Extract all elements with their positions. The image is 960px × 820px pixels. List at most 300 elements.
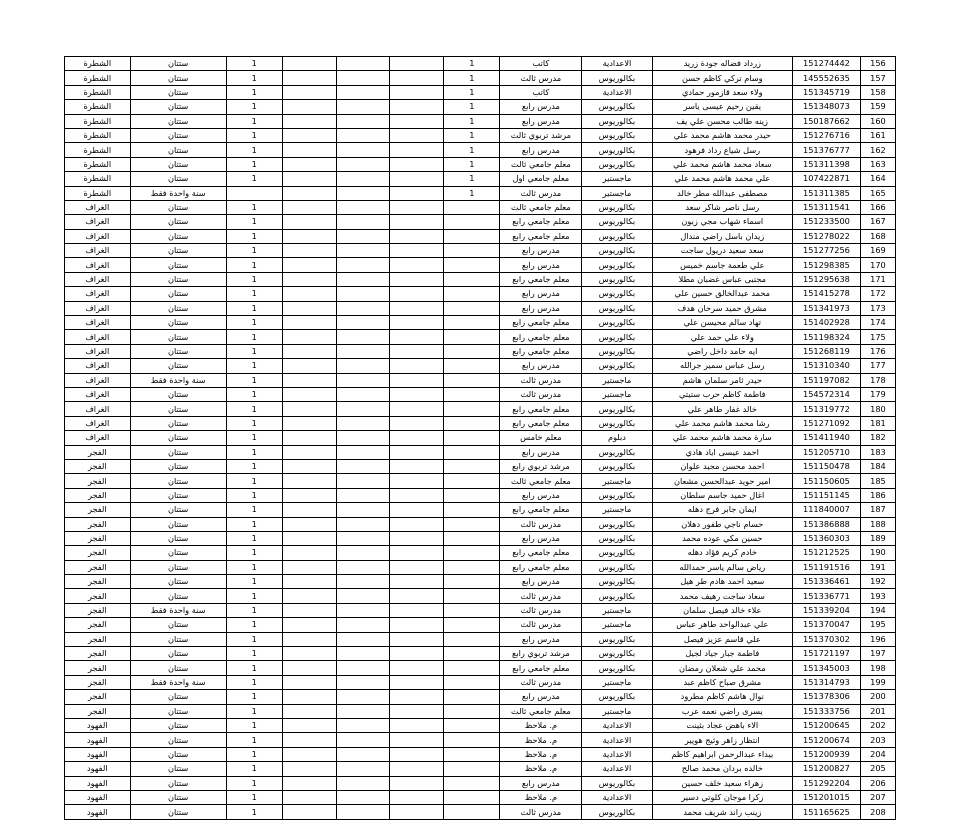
cell-blank2: [336, 589, 390, 603]
cell-degree: بكالوريوس: [582, 531, 652, 545]
cell-mark1: [444, 244, 500, 258]
cell-mark1: [444, 675, 500, 689]
cell-degree: الاعدادية: [582, 733, 652, 747]
cell-mark2: 1: [226, 733, 282, 747]
cell-blank2: [336, 603, 390, 617]
cell-city: الشطرة: [65, 100, 131, 114]
cell-id: 151150478: [793, 459, 861, 473]
cell-degree: ماجستير: [582, 618, 652, 632]
cell-seq: 196: [860, 632, 895, 646]
cell-school: مرشد تربوي رابع: [500, 647, 582, 661]
cell-blank3: [282, 258, 336, 272]
cell-blank3: [282, 805, 336, 819]
cell-blank2: [336, 157, 390, 171]
cell-name: حيدر محمد هاشم محمد علي: [652, 128, 792, 142]
cell-mark1: [444, 546, 500, 560]
cell-blank2: [336, 632, 390, 646]
cell-blank2: [336, 618, 390, 632]
cell-mark2: 1: [226, 85, 282, 99]
cell-blank2: [336, 215, 390, 229]
cell-school: مدرس رابع: [500, 632, 582, 646]
cell-seq: 173: [860, 301, 895, 315]
table-row: [65, 114, 896, 128]
cell-name: سعاد محمد هاشم محمد علي: [652, 157, 792, 171]
cell-blank3: [282, 733, 336, 747]
cell-mark2: 1: [226, 229, 282, 243]
cell-mark1: [444, 503, 500, 517]
cell-blank3: [282, 373, 336, 387]
cell-seq: 180: [860, 402, 895, 416]
cell-blank1: [390, 704, 444, 718]
cell-mark2: 1: [226, 330, 282, 344]
cell-school: مدرس رابع: [500, 445, 582, 459]
cell-status: ستتان: [130, 762, 226, 776]
cell-mark2: 1: [226, 474, 282, 488]
table-row: [65, 128, 896, 142]
cell-status: ستتان: [130, 287, 226, 301]
cell-blank3: [282, 128, 336, 142]
cell-blank3: [282, 747, 336, 761]
cell-degree: بكالوريوس: [582, 488, 652, 502]
cell-city: الشطرة: [65, 128, 131, 142]
cell-degree: دبلوم: [582, 431, 652, 445]
cell-status: ستتان: [130, 632, 226, 646]
cell-status: ستتان: [130, 575, 226, 589]
cell-status: ستتان: [130, 531, 226, 545]
cell-degree: بكالوريوس: [582, 330, 652, 344]
cell-id: 151205710: [793, 445, 861, 459]
cell-blank2: [336, 316, 390, 330]
cell-id: 151212525: [793, 546, 861, 560]
cell-blank1: [390, 474, 444, 488]
cell-id: 151198324: [793, 330, 861, 344]
cell-city: الفجر: [65, 690, 131, 704]
cell-mark2: 1: [226, 258, 282, 272]
cell-blank2: [336, 172, 390, 186]
table-row: [65, 244, 896, 258]
cell-name: ولاء علي حمد علي: [652, 330, 792, 344]
cell-mark2: 1: [226, 488, 282, 502]
cell-mark2: 1: [226, 71, 282, 85]
cell-mark1: [444, 575, 500, 589]
cell-blank2: [336, 718, 390, 732]
cell-name: رسل شياع رداد فرهود: [652, 143, 792, 157]
cell-mark1: 1: [444, 172, 500, 186]
cell-status: ستتان: [130, 474, 226, 488]
cell-id: 151276716: [793, 128, 861, 142]
cell-city: الفجر: [65, 589, 131, 603]
cell-degree: بكالوريوس: [582, 560, 652, 574]
cell-seq: 197: [860, 647, 895, 661]
cell-name: سعد سعيد دريول ساجت: [652, 244, 792, 258]
cell-school: معلم جامعي ثالث: [500, 474, 582, 488]
cell-city: الغراف: [65, 229, 131, 243]
cell-city: الفهود: [65, 718, 131, 732]
cell-mark1: 1: [444, 85, 500, 99]
cell-seq: 192: [860, 575, 895, 589]
cell-blank3: [282, 546, 336, 560]
cell-blank3: [282, 244, 336, 258]
cell-blank2: [336, 546, 390, 560]
cell-blank1: [390, 71, 444, 85]
cell-status: ستتان: [130, 387, 226, 401]
cell-blank1: [390, 531, 444, 545]
cell-status: سنة واحدة فقط: [130, 675, 226, 689]
cell-seq: 170: [860, 258, 895, 272]
cell-name: زينه طالب محسن علي يف: [652, 114, 792, 128]
cell-mark2: 1: [226, 100, 282, 114]
cell-mark2: 1: [226, 632, 282, 646]
cell-blank1: [390, 244, 444, 258]
table-row: [65, 57, 896, 71]
cell-blank3: [282, 143, 336, 157]
cell-id: 151319772: [793, 402, 861, 416]
cell-blank2: [336, 459, 390, 473]
cell-mark2: 1: [226, 215, 282, 229]
cell-blank1: [390, 359, 444, 373]
cell-school: مرشد تربوي ثالث: [500, 128, 582, 142]
cell-blank3: [282, 100, 336, 114]
cell-blank3: [282, 71, 336, 85]
cell-mark2: 1: [226, 431, 282, 445]
cell-city: الفجر: [65, 632, 131, 646]
cell-blank1: [390, 546, 444, 560]
cell-seq: 181: [860, 416, 895, 430]
cell-city: الغراف: [65, 272, 131, 286]
cell-degree: بكالوريوس: [582, 287, 652, 301]
cell-degree: بكالوريوس: [582, 776, 652, 790]
table-row: [65, 661, 896, 675]
cell-degree: بكالوريوس: [582, 301, 652, 315]
cell-seq: 202: [860, 718, 895, 732]
cell-degree: ماجستير: [582, 603, 652, 617]
cell-name: ايمان جابر فرج دهله: [652, 503, 792, 517]
cell-city: الغراف: [65, 258, 131, 272]
cell-city: الفجر: [65, 560, 131, 574]
cell-blank2: [336, 488, 390, 502]
cell-degree: بكالوريوس: [582, 143, 652, 157]
cell-blank1: [390, 762, 444, 776]
cell-blank2: [336, 330, 390, 344]
cell-city: الشطرة: [65, 172, 131, 186]
cell-blank3: [282, 387, 336, 401]
cell-seq: 177: [860, 359, 895, 373]
cell-blank2: [336, 200, 390, 214]
cell-seq: 185: [860, 474, 895, 488]
cell-seq: 199: [860, 675, 895, 689]
cell-blank3: [282, 474, 336, 488]
table-row: [65, 100, 896, 114]
cell-seq: 189: [860, 531, 895, 545]
cell-city: الشطرة: [65, 114, 131, 128]
table-row: [65, 373, 896, 387]
cell-status: سنة واحدة فقط: [130, 186, 226, 200]
cell-school: مدرس رابع: [500, 301, 582, 315]
cell-school: مدرس ثالث: [500, 589, 582, 603]
cell-id: 151370047: [793, 618, 861, 632]
cell-blank2: [336, 186, 390, 200]
table-row: [65, 172, 896, 186]
cell-degree: بكالوريوس: [582, 200, 652, 214]
table-row: [65, 632, 896, 646]
cell-name: ولاء سعد قازمور حمادي: [652, 85, 792, 99]
cell-seq: 198: [860, 661, 895, 675]
cell-degree: بكالوريوس: [582, 805, 652, 819]
cell-blank1: [390, 776, 444, 790]
cell-mark2: 1: [226, 661, 282, 675]
cell-mark2: 1: [226, 402, 282, 416]
cell-mark1: 1: [444, 186, 500, 200]
cell-mark1: [444, 690, 500, 704]
cell-name: ايه حامد داخل راضي: [652, 344, 792, 358]
cell-mark2: 1: [226, 805, 282, 819]
cell-blank1: [390, 575, 444, 589]
table-row: [65, 287, 896, 301]
cell-city: الفجر: [65, 459, 131, 473]
cell-blank2: [336, 229, 390, 243]
cell-school: معلم جامعي ثالث: [500, 704, 582, 718]
cell-blank3: [282, 287, 336, 301]
cell-blank2: [336, 690, 390, 704]
cell-mark2: 1: [226, 373, 282, 387]
cell-city: الغراف: [65, 287, 131, 301]
cell-degree: بكالوريوس: [582, 114, 652, 128]
cell-name: زينب راند شريف محمد: [652, 805, 792, 819]
cell-seq: 178: [860, 373, 895, 387]
cell-blank3: [282, 575, 336, 589]
cell-status: ستتان: [130, 445, 226, 459]
cell-id: 151402928: [793, 316, 861, 330]
cell-degree: بكالوريوس: [582, 459, 652, 473]
cell-id: 151721197: [793, 647, 861, 661]
cell-blank2: [336, 128, 390, 142]
cell-school: معلم جامعي رابع: [500, 560, 582, 574]
cell-school: مدرس رابع: [500, 287, 582, 301]
table-row: [65, 200, 896, 214]
cell-blank2: [336, 373, 390, 387]
cell-school: مدرس ثالث: [500, 675, 582, 689]
cell-city: الشطرة: [65, 71, 131, 85]
table-row: [65, 690, 896, 704]
cell-name: انتظار زاهر وثيج هويير: [652, 733, 792, 747]
cell-status: ستتان: [130, 560, 226, 574]
cell-blank1: [390, 373, 444, 387]
cell-blank2: [336, 675, 390, 689]
cell-status: ستتان: [130, 416, 226, 430]
cell-blank2: [336, 359, 390, 373]
cell-blank2: [336, 143, 390, 157]
cell-school: مدرس ثالث: [500, 71, 582, 85]
cell-city: الفجر: [65, 575, 131, 589]
cell-status: ستتان: [130, 546, 226, 560]
cell-degree: بكالوريوس: [582, 589, 652, 603]
cell-status: ستتان: [130, 503, 226, 517]
cell-blank2: [336, 71, 390, 85]
cell-school: مدرس رابع: [500, 776, 582, 790]
cell-blank2: [336, 244, 390, 258]
cell-id: 151378306: [793, 690, 861, 704]
cell-blank3: [282, 301, 336, 315]
cell-status: ستتان: [130, 359, 226, 373]
cell-name: الاء باهض عجاد بثينت: [652, 718, 792, 732]
cell-mark2: 1: [226, 459, 282, 473]
cell-id: 151370302: [793, 632, 861, 646]
cell-city: الفجر: [65, 603, 131, 617]
cell-status: ستتان: [130, 690, 226, 704]
cell-mark1: 1: [444, 143, 500, 157]
table-row: [65, 776, 896, 790]
cell-mark1: [444, 776, 500, 790]
cell-blank3: [282, 517, 336, 531]
cell-blank2: [336, 733, 390, 747]
cell-status: ستتان: [130, 790, 226, 804]
cell-mark2: 1: [226, 560, 282, 574]
cell-city: الفجر: [65, 503, 131, 517]
cell-city: الشطرة: [65, 57, 131, 71]
cell-seq: 157: [860, 71, 895, 85]
cell-id: 151271092: [793, 416, 861, 430]
cell-status: ستتان: [130, 215, 226, 229]
cell-mark2: 1: [226, 517, 282, 531]
cell-blank3: [282, 172, 336, 186]
cell-mark2: 1: [226, 57, 282, 71]
cell-mark2: 1: [226, 647, 282, 661]
cell-id: 151200939: [793, 747, 861, 761]
cell-city: الغراف: [65, 431, 131, 445]
cell-blank1: [390, 416, 444, 430]
cell-mark1: [444, 215, 500, 229]
cell-blank3: [282, 344, 336, 358]
cell-id: 151336461: [793, 575, 861, 589]
cell-blank2: [336, 704, 390, 718]
cell-seq: 169: [860, 244, 895, 258]
cell-mark1: [444, 287, 500, 301]
cell-degree: بكالوريوس: [582, 690, 652, 704]
cell-status: ستتان: [130, 344, 226, 358]
cell-city: الغراف: [65, 330, 131, 344]
cell-seq: 162: [860, 143, 895, 157]
cell-blank2: [336, 416, 390, 430]
cell-blank2: [336, 647, 390, 661]
cell-mark1: 1: [444, 128, 500, 142]
cell-school: معلم جامعي رابع: [500, 416, 582, 430]
cell-school: معلم جامعي رابع: [500, 344, 582, 358]
cell-mark1: [444, 272, 500, 286]
cell-blank1: [390, 488, 444, 502]
cell-name: حسين مكي عوده محمد: [652, 531, 792, 545]
cell-blank3: [282, 359, 336, 373]
cell-id: 151386888: [793, 517, 861, 531]
cell-blank2: [336, 258, 390, 272]
cell-status: ستتان: [130, 316, 226, 330]
cell-id: 151311398: [793, 157, 861, 171]
cell-degree: ماجستير: [582, 503, 652, 517]
cell-degree: ماجستير: [582, 474, 652, 488]
cell-status: ستتان: [130, 618, 226, 632]
table-row: [65, 575, 896, 589]
cell-mark1: [444, 459, 500, 473]
cell-status: ستتان: [130, 200, 226, 214]
cell-seq: 165: [860, 186, 895, 200]
cell-seq: 176: [860, 344, 895, 358]
table-row: [65, 402, 896, 416]
cell-mark1: [444, 258, 500, 272]
cell-mark1: [444, 330, 500, 344]
cell-id: 151274442: [793, 57, 861, 71]
cell-blank1: [390, 618, 444, 632]
cell-seq: 191: [860, 560, 895, 574]
cell-status: ستتان: [130, 517, 226, 531]
cell-mark2: 1: [226, 128, 282, 142]
cell-city: الفجر: [65, 531, 131, 545]
cell-id: 150187662: [793, 114, 861, 128]
cell-id: 151292204: [793, 776, 861, 790]
cell-name: زهراء سعيد خلف حسين: [652, 776, 792, 790]
cell-mark2: 1: [226, 244, 282, 258]
cell-seq: 172: [860, 287, 895, 301]
cell-blank3: [282, 776, 336, 790]
cell-name: علي محمد هاشم محمد علي: [652, 172, 792, 186]
cell-id: 151150605: [793, 474, 861, 488]
cell-mark1: 1: [444, 114, 500, 128]
cell-mark1: 1: [444, 157, 500, 171]
cell-degree: بكالوريوس: [582, 100, 652, 114]
cell-blank2: [336, 272, 390, 286]
cell-mark1: [444, 632, 500, 646]
cell-id: 151360303: [793, 531, 861, 545]
cell-blank2: [336, 85, 390, 99]
cell-name: رسل عباس سمير جرالله: [652, 359, 792, 373]
cell-id: 151200645: [793, 718, 861, 732]
cell-seq: 201: [860, 704, 895, 718]
cell-status: ستتان: [130, 459, 226, 473]
cell-school: معلم جامعي رابع: [500, 272, 582, 286]
cell-blank3: [282, 618, 336, 632]
cell-mark2: 1: [226, 790, 282, 804]
table-row: [65, 790, 896, 804]
table-row: [65, 71, 896, 85]
cell-blank2: [336, 301, 390, 315]
cell-name: اغال حميد جاسم سلطان: [652, 488, 792, 502]
cell-mark2: 1: [226, 272, 282, 286]
cell-mark1: [444, 200, 500, 214]
cell-degree: ماجستير: [582, 387, 652, 401]
cell-school: كاتب: [500, 85, 582, 99]
cell-status: ستتان: [130, 402, 226, 416]
cell-school: مدرس رابع: [500, 690, 582, 704]
cell-seq: 193: [860, 589, 895, 603]
cell-status: سنة واحدة فقط: [130, 373, 226, 387]
cell-school: مدرس ثالث: [500, 186, 582, 200]
cell-city: الفجر: [65, 488, 131, 502]
cell-name: وسام تركي كاظم حسن: [652, 71, 792, 85]
cell-blank1: [390, 402, 444, 416]
cell-id: 151233500: [793, 215, 861, 229]
cell-seq: 164: [860, 172, 895, 186]
table-row: [65, 301, 896, 315]
table-row: [65, 503, 896, 517]
cell-id: 154572314: [793, 387, 861, 401]
cell-id: 111840007: [793, 503, 861, 517]
table-row: [65, 316, 896, 330]
cell-mark2: 1: [226, 575, 282, 589]
cell-city: الغراف: [65, 316, 131, 330]
cell-blank3: [282, 186, 336, 200]
cell-status: ستتان: [130, 747, 226, 761]
cell-seq: 179: [860, 387, 895, 401]
table-row: [65, 85, 896, 99]
table-row: [65, 560, 896, 574]
